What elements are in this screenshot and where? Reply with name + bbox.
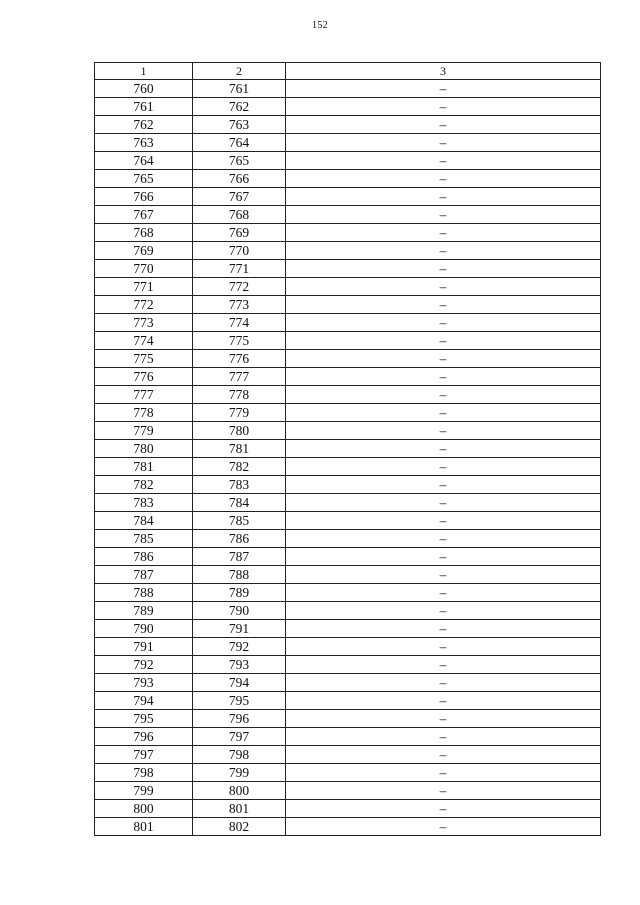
table-cell-col3: – xyxy=(286,728,601,746)
table-cell-col2: 766 xyxy=(193,170,286,188)
table-row xyxy=(95,350,601,368)
table-cell-col1: 778 xyxy=(95,404,193,422)
table-cell-col3: – xyxy=(286,800,601,818)
table-row xyxy=(95,98,601,116)
table-cell-col1: 774 xyxy=(95,332,193,350)
table-cell-col2: 793 xyxy=(193,656,286,674)
table-cell-col2: 782 xyxy=(193,458,286,476)
table-row xyxy=(95,296,601,314)
table-cell-col3: – xyxy=(286,476,601,494)
table-cell-col3: – xyxy=(286,332,601,350)
table-cell-col1: 800 xyxy=(95,800,193,818)
table-row xyxy=(95,602,601,620)
table-cell-col1: 779 xyxy=(95,422,193,440)
table-cell-col2: 764 xyxy=(193,134,286,152)
table-cell-col1: 792 xyxy=(95,656,193,674)
table-cell-col3: – xyxy=(286,440,601,458)
table-row xyxy=(95,260,601,278)
table-row xyxy=(95,152,601,170)
table-cell-col2: 768 xyxy=(193,206,286,224)
table-cell-col2: 798 xyxy=(193,746,286,764)
table-cell-col3: – xyxy=(286,404,601,422)
table-cell-col2: 800 xyxy=(193,782,286,800)
page-number: 152 xyxy=(312,20,328,31)
table-cell-col1: 788 xyxy=(95,584,193,602)
table-cell-col1: 796 xyxy=(95,728,193,746)
table-row xyxy=(95,224,601,242)
table-row xyxy=(95,512,601,530)
data-table xyxy=(94,62,601,836)
table-cell-col3: – xyxy=(286,134,601,152)
table-cell-col2: 790 xyxy=(193,602,286,620)
table-cell-col2: 772 xyxy=(193,278,286,296)
column-header-3: 3 xyxy=(286,63,601,80)
table-row xyxy=(95,134,601,152)
table-cell-col1: 761 xyxy=(95,98,193,116)
table-cell-col1: 801 xyxy=(95,818,193,836)
table-cell-col1: 782 xyxy=(95,476,193,494)
table-cell-col3: – xyxy=(286,530,601,548)
table-cell-col2: 784 xyxy=(193,494,286,512)
table-cell-col2: 799 xyxy=(193,764,286,782)
table-cell-col3: – xyxy=(286,494,601,512)
table-cell-col3: – xyxy=(286,350,601,368)
table-cell-col1: 771 xyxy=(95,278,193,296)
table-row xyxy=(95,386,601,404)
table-cell-col1: 772 xyxy=(95,296,193,314)
table-cell-col3: – xyxy=(286,566,601,584)
table-cell-col2: 771 xyxy=(193,260,286,278)
table-cell-col3: – xyxy=(286,764,601,782)
table-cell-col1: 762 xyxy=(95,116,193,134)
table-cell-col3: – xyxy=(286,206,601,224)
table-cell-col3: – xyxy=(286,674,601,692)
table-cell-col2: 789 xyxy=(193,584,286,602)
table-row xyxy=(95,170,601,188)
table-cell-col3: – xyxy=(286,638,601,656)
table-cell-col2: 791 xyxy=(193,620,286,638)
table-cell-col2: 796 xyxy=(193,710,286,728)
table-row xyxy=(95,314,601,332)
table-row xyxy=(95,242,601,260)
table-row xyxy=(95,458,601,476)
table-row xyxy=(95,692,601,710)
table-cell-col2: 765 xyxy=(193,152,286,170)
table-cell-col1: 765 xyxy=(95,170,193,188)
table-cell-col2: 795 xyxy=(193,692,286,710)
column-header-2: 2 xyxy=(193,63,286,80)
table-cell-col1: 768 xyxy=(95,224,193,242)
table-cell-col2: 778 xyxy=(193,386,286,404)
table-cell-col2: 777 xyxy=(193,368,286,386)
table-cell-col1: 764 xyxy=(95,152,193,170)
table-row xyxy=(95,674,601,692)
table-cell-col2: 780 xyxy=(193,422,286,440)
table-cell-col1: 773 xyxy=(95,314,193,332)
table-cell-col1: 776 xyxy=(95,368,193,386)
table-cell-col1: 795 xyxy=(95,710,193,728)
table-cell-col2: 775 xyxy=(193,332,286,350)
table-cell-col1: 763 xyxy=(95,134,193,152)
table-row xyxy=(95,494,601,512)
table-cell-col2: 767 xyxy=(193,188,286,206)
table-row xyxy=(95,440,601,458)
table-row xyxy=(95,422,601,440)
table-row xyxy=(95,188,601,206)
table-cell-col1: 799 xyxy=(95,782,193,800)
table-cell-col3: – xyxy=(286,710,601,728)
table-cell-col3: – xyxy=(286,512,601,530)
table-row xyxy=(95,620,601,638)
table-cell-col1: 781 xyxy=(95,458,193,476)
table-cell-col3: – xyxy=(286,548,601,566)
table-cell-col1: 793 xyxy=(95,674,193,692)
table-cell-col3: – xyxy=(286,242,601,260)
table-header xyxy=(95,63,601,80)
table-row xyxy=(95,530,601,548)
table-cell-col3: – xyxy=(286,260,601,278)
table-row xyxy=(95,116,601,134)
table-cell-col3: – xyxy=(286,656,601,674)
table-cell-col2: 773 xyxy=(193,296,286,314)
table-cell-col3: – xyxy=(286,368,601,386)
table-row xyxy=(95,638,601,656)
table-row xyxy=(95,656,601,674)
table-row xyxy=(95,584,601,602)
table-cell-col1: 777 xyxy=(95,386,193,404)
table-cell-col3: – xyxy=(286,224,601,242)
table-cell-col3: – xyxy=(286,80,601,98)
table-cell-col3: – xyxy=(286,620,601,638)
table-cell-col3: – xyxy=(286,152,601,170)
table-cell-col2: 783 xyxy=(193,476,286,494)
table-cell-col1: 760 xyxy=(95,80,193,98)
table-row xyxy=(95,404,601,422)
table-cell-col2: 776 xyxy=(193,350,286,368)
table-cell-col3: – xyxy=(286,386,601,404)
table-row xyxy=(95,764,601,782)
table-cell-col1: 786 xyxy=(95,548,193,566)
table-cell-col1: 789 xyxy=(95,602,193,620)
table-cell-col2: 786 xyxy=(193,530,286,548)
table-cell-col2: 769 xyxy=(193,224,286,242)
table-cell-col2: 802 xyxy=(193,818,286,836)
table-row xyxy=(95,728,601,746)
table-row xyxy=(95,332,601,350)
table-row xyxy=(95,818,601,836)
table-cell-col3: – xyxy=(286,314,601,332)
table-cell-col3: – xyxy=(286,818,601,836)
table-cell-col2: 785 xyxy=(193,512,286,530)
table-cell-col2: 787 xyxy=(193,548,286,566)
table-cell-col3: – xyxy=(286,746,601,764)
table-cell-col1: 787 xyxy=(95,566,193,584)
table-cell-col1: 790 xyxy=(95,620,193,638)
table-cell-col1: 785 xyxy=(95,530,193,548)
table-cell-col2: 761 xyxy=(193,80,286,98)
table-cell-col2: 770 xyxy=(193,242,286,260)
table-cell-col2: 762 xyxy=(193,98,286,116)
table-cell-col3: – xyxy=(286,458,601,476)
table-cell-col3: – xyxy=(286,278,601,296)
table-row xyxy=(95,80,601,98)
table-cell-col3: – xyxy=(286,296,601,314)
table-cell-col1: 770 xyxy=(95,260,193,278)
table-cell-col3: – xyxy=(286,584,601,602)
table-row xyxy=(95,566,601,584)
table-cell-col1: 797 xyxy=(95,746,193,764)
table-row xyxy=(95,548,601,566)
table-cell-col1: 780 xyxy=(95,440,193,458)
table-row xyxy=(95,746,601,764)
table-cell-col1: 798 xyxy=(95,764,193,782)
table-cell-col2: 774 xyxy=(193,314,286,332)
table-cell-col1: 784 xyxy=(95,512,193,530)
table-cell-col3: – xyxy=(286,422,601,440)
table-cell-col2: 763 xyxy=(193,116,286,134)
table-row xyxy=(95,368,601,386)
table-cell-col1: 769 xyxy=(95,242,193,260)
table-cell-col1: 775 xyxy=(95,350,193,368)
column-header-1: 1 xyxy=(95,63,193,80)
table-cell-col2: 797 xyxy=(193,728,286,746)
table-cell-col2: 792 xyxy=(193,638,286,656)
table-row xyxy=(95,710,601,728)
table-body xyxy=(95,80,601,836)
table-cell-col3: – xyxy=(286,692,601,710)
table-row xyxy=(95,782,601,800)
table-cell-col1: 794 xyxy=(95,692,193,710)
table-cell-col2: 781 xyxy=(193,440,286,458)
table-cell-col2: 788 xyxy=(193,566,286,584)
table-header-row xyxy=(95,63,601,80)
table-row xyxy=(95,476,601,494)
table-row xyxy=(95,278,601,296)
table-cell-col2: 801 xyxy=(193,800,286,818)
table-cell-col1: 766 xyxy=(95,188,193,206)
table-cell-col3: – xyxy=(286,170,601,188)
table-cell-col1: 783 xyxy=(95,494,193,512)
table-cell-col3: – xyxy=(286,782,601,800)
table-row xyxy=(95,800,601,818)
table-cell-col1: 791 xyxy=(95,638,193,656)
table-cell-col2: 794 xyxy=(193,674,286,692)
table-cell-col2: 779 xyxy=(193,404,286,422)
table-cell-col3: – xyxy=(286,602,601,620)
table-cell-col3: – xyxy=(286,98,601,116)
table-row xyxy=(95,206,601,224)
table-cell-col3: – xyxy=(286,188,601,206)
table-cell-col1: 767 xyxy=(95,206,193,224)
table-cell-col3: – xyxy=(286,116,601,134)
